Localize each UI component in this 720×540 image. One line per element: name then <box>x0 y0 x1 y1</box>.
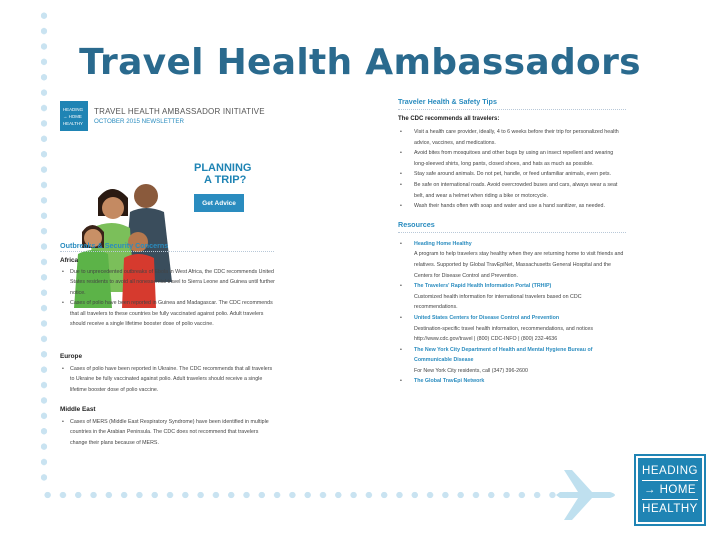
list-item: • Cases of polio have been reported in Ukraine. The CDC recommends that all travelers to Ukraine be fully vaccinated against polio. Adult travelers should receive a single lifetime booster dose of polio vaccine. <box>62 364 276 395</box>
europe-list <box>62 364 276 395</box>
africa-list <box>62 267 276 329</box>
newsletter-title: TRAVEL HEALTH AMBASSADOR INITIATIVE <box>94 107 265 116</box>
middle-east-list <box>62 417 276 448</box>
resource-link[interactable]: United States Centers for Disease Control and Prevention <box>414 314 560 321</box>
list-item: • Heading Home Healthy A program to help travelers stay healthy when they are returning home to visit friends and relatives. Supported by Global TravEpiNet, Massachusetts General Hospital and the Centers for Disease Control and Prevention. <box>398 239 626 281</box>
outbreaks-heading: Outbreaks & Security Concerns <box>60 241 169 250</box>
promo-heading: PLANNING A TRIP? <box>194 162 252 186</box>
resource-link[interactable]: Heading Home Healthy <box>414 240 472 247</box>
list-item <box>398 376 626 387</box>
divider <box>398 232 626 234</box>
resource-link[interactable]: The Travelers' Rapid Health Information Portal (TRHIP) <box>414 283 552 290</box>
tips-list <box>398 127 626 212</box>
divider <box>60 251 274 253</box>
get-advice-button[interactable]: Get Advice <box>194 194 244 212</box>
divider <box>398 109 626 111</box>
list-item: • Avoid bites from mosquitoes and other bugs by using an insect repellent and wearing long-sleeved shirts, long pants, closed shoes, and hats as much as possible. <box>398 148 626 169</box>
list-item: • Be safe on international roads. Avoid overcrowded buses and cars, always wear a seat belt, and wear a helmet when riding a bike or motorcycle. <box>398 180 626 201</box>
list-item: • The New York City Department of Health and Mental Hygiene Bureau of Communicable Disease For New York City residents, call (347) 396-2600 <box>398 345 626 377</box>
resource-link[interactable]: The Global TravEpi Network <box>414 378 485 385</box>
heading-home-healthy-logo: HEADING → HOME HEALTHY <box>636 456 704 524</box>
list-item: • Cases of polio have been reported in Guinea and Madagascar. The CDC recommends that all travelers to these countries be fully vaccinated against polio. Adult travelers should receive a single lifetime booster dose of polio vaccine. <box>62 298 276 329</box>
newsletter-header <box>60 96 274 140</box>
newsletter-subtitle: OCTOBER 2015 NEWSLETTER <box>94 118 184 125</box>
resources-list <box>398 239 626 387</box>
list-item: • Stay safe around animals. Do not pet, handle, or feed unfamiliar animals, even pets. <box>398 169 626 180</box>
list-item: • Visit a health care provider, ideally, 4 to 6 weeks before their trip for personalized health advice, vaccines, and medications. <box>398 127 626 148</box>
slide-title: Travel Health Ambassadors <box>79 42 641 83</box>
divider <box>642 480 698 481</box>
region-heading-europe: Europe <box>60 353 83 360</box>
divider <box>642 499 698 500</box>
newsletter-right-column <box>398 97 626 387</box>
airplane-icon <box>556 464 622 526</box>
resource-link[interactable]: The New York City Department of Health and Mental Hygiene Bureau of Communicable Disease <box>414 346 593 364</box>
tips-heading: Traveler Health & Safety Tips <box>398 97 497 106</box>
decorative-dot-row <box>40 490 575 500</box>
region-heading-africa: Africa <box>60 257 79 264</box>
region-heading-middle-east: Middle East <box>60 406 96 413</box>
newsletter-logo: HEADING → HOME HEALTHY <box>60 101 88 131</box>
list-item: • Cases of MERS (Middle East Respiratory Syndrome) have been identified in multiple countries in the Arabian Peninsula. The CDC does not recommend that travelers change their plans because of MERS. <box>62 417 276 448</box>
newsletter-left-column <box>60 96 274 207</box>
list-item: • United States Centers for Disease Control and Prevention Destination-specific travel health information, recommendations, and notices http://www.cdc.gov/travel | (800) CDC-INFO | (800) 232-4636 <box>398 313 626 345</box>
resources-heading: Resources <box>398 219 435 229</box>
list-item: • Wash their hands often with soap and water and use a hand sanitizer, as needed. <box>398 201 626 212</box>
tips-subheading: The CDC recommends all travelers: <box>398 116 500 122</box>
list-item: • Due to unprecedented outbreaks of Ebola in West Africa, the CDC recommends United States residents to avoid all nonessential travel to Sierra Leone and Guinea until further notice. <box>62 267 276 298</box>
list-item: • The Travelers' Rapid Health Information Portal (TRHIP) Customized health information for international travelers based on CDC recommendations. <box>398 281 626 313</box>
